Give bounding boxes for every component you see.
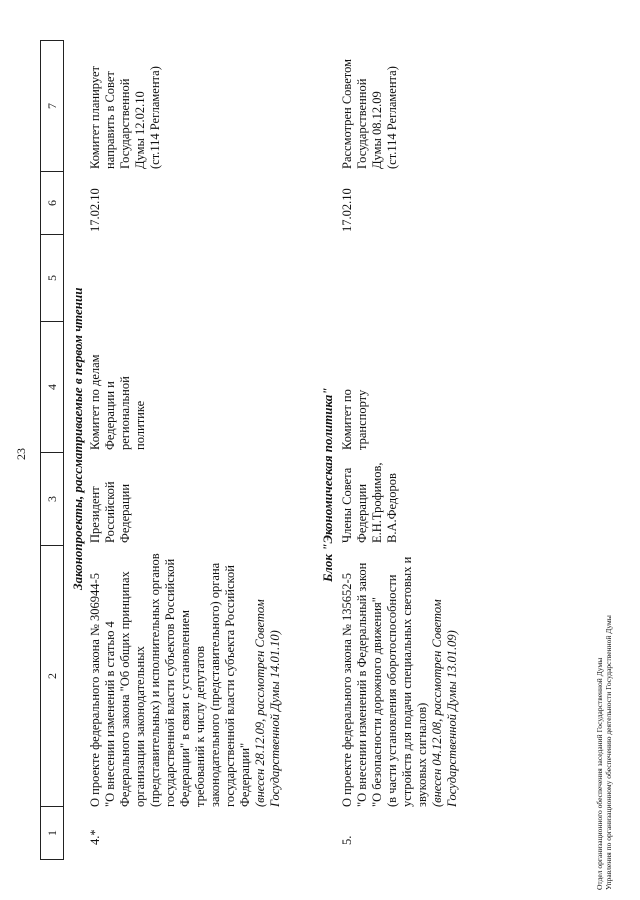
description-line: О проекте федерального закона № 306944-5 bbox=[88, 573, 102, 807]
notes-line: Думы 08.12.09 bbox=[370, 91, 384, 169]
description-line: Федерального закона "Об общих принципах bbox=[118, 571, 132, 807]
author-line: Члены Совета bbox=[340, 467, 354, 543]
description-note: Государственной Думы 14.01.10) bbox=[268, 630, 282, 807]
description-line: требований к числу депутатов bbox=[193, 646, 207, 807]
footer bbox=[595, 615, 613, 890]
description-note: Государственной Думы 13.01.09) bbox=[445, 630, 459, 807]
column-header-3: 3 bbox=[40, 452, 64, 546]
column-header-1: 1 bbox=[40, 806, 64, 860]
committee-line: региональной bbox=[118, 376, 132, 450]
section-title-first-reading: Законопроекты, рассматриваемые в первом чтении bbox=[70, 287, 85, 590]
author-line: В.А.Федоров bbox=[385, 473, 399, 543]
committee-line: транспорту bbox=[355, 389, 369, 450]
row-notes bbox=[340, 39, 400, 169]
committee-line: Комитет по bbox=[340, 389, 354, 450]
footer-line: Отдел организационного обеспечения заседаний Государственной Думы bbox=[595, 657, 604, 890]
description-line: звуковых сигналов) bbox=[415, 702, 429, 807]
description-line: Федерации" в связи с установлением bbox=[178, 609, 192, 807]
description-line: организации законодательных bbox=[133, 646, 147, 807]
notes-line: Государственной bbox=[118, 78, 132, 169]
committee-line: Комитет по делам bbox=[88, 354, 102, 450]
description-line: устройств для подачи специальных световых и bbox=[400, 556, 414, 807]
page-number: 23 bbox=[14, 448, 28, 460]
column-header-4: 4 bbox=[40, 321, 64, 453]
description-line: Федерации" bbox=[238, 742, 252, 807]
description-line: государственной власти субъекта Российской bbox=[223, 565, 237, 807]
author-line: Е.Н.Трофимов, bbox=[370, 462, 384, 543]
consideration-date: 17.02.10 bbox=[88, 188, 102, 232]
committee-line: политике bbox=[133, 400, 147, 450]
bill-author bbox=[88, 453, 133, 543]
row-number: 4.* bbox=[88, 829, 102, 845]
notes-line: Думы 12.02.10 bbox=[133, 91, 147, 169]
notes-line: Комитет планирует bbox=[88, 66, 102, 169]
description-line: "О внесении изменений в Федеральный закон bbox=[355, 562, 369, 807]
description-note: (внесен 28.12.09, рассмотрен Советом bbox=[253, 599, 267, 807]
notes-line: (ст.114 Регламента) bbox=[148, 66, 162, 169]
section-title-economic-policy: Блок "Экономическая политика" bbox=[320, 387, 335, 582]
responsible-committee bbox=[88, 322, 148, 450]
consideration-date: 17.02.10 bbox=[340, 188, 354, 232]
notes-line: Рассмотрен Советом bbox=[340, 58, 354, 169]
description-line: "О безопасности дорожного движения" bbox=[370, 597, 384, 807]
description-line: законодательного (представительного) органа bbox=[208, 562, 222, 807]
column-header-2: 2 bbox=[40, 545, 64, 807]
description-line: (в части установления оборотоспособности bbox=[385, 574, 399, 807]
author-line: Федерации bbox=[118, 483, 132, 543]
description-line: "О внесении изменений в статью 4 bbox=[103, 621, 117, 807]
description-line: (представительных) и исполнительных органов bbox=[148, 553, 162, 807]
footer-line: Управления по организационному обеспечению деятельности Государственной Думы bbox=[604, 615, 613, 890]
column-header-7: 7 bbox=[40, 40, 64, 172]
notes-line: направить в Совет bbox=[103, 71, 117, 169]
column-header-6: 6 bbox=[40, 171, 64, 235]
bill-description bbox=[88, 545, 283, 807]
notes-line: Государственной bbox=[355, 78, 369, 169]
notes-line: (ст.114 Регламента) bbox=[385, 66, 399, 169]
author-line: Президент bbox=[88, 486, 102, 543]
description-note: (внесен 04.12.08, рассмотрен Советом bbox=[430, 599, 444, 807]
author-line: Российской bbox=[103, 481, 117, 543]
description-line: государственной власти субъектов Российской bbox=[163, 558, 177, 807]
author-line: Федерации bbox=[355, 483, 369, 543]
bill-author bbox=[340, 453, 400, 543]
row-notes bbox=[88, 39, 163, 169]
committee-line: Федерации и bbox=[103, 381, 117, 450]
column-header-5: 5 bbox=[40, 234, 64, 322]
row-number: 5. bbox=[340, 835, 354, 845]
bill-description bbox=[340, 545, 460, 807]
responsible-committee bbox=[340, 322, 370, 450]
description-line: О проекте федерального закона № 135652-5 bbox=[340, 573, 354, 807]
